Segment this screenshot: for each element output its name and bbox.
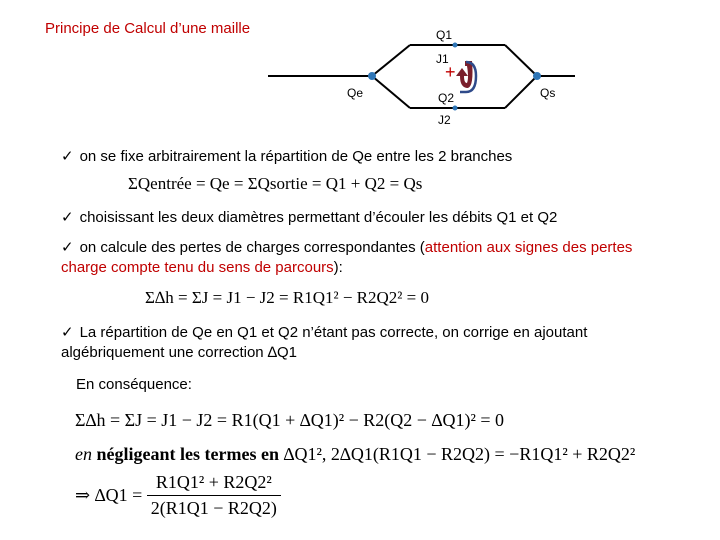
label-qs: Qs	[540, 86, 556, 100]
label-j2: J2	[438, 113, 451, 127]
branch-1-right	[505, 45, 537, 76]
bullet-3: ✓ on calcule des pertes de charges correspondantes (attention aux signes des pertes charge compte tenu du sens de parcours):	[61, 238, 633, 276]
bullet-2: ✓ choisissant les deux diamètres permettant d’écouler les débits Q1 et Q2	[61, 208, 558, 226]
check-icon: ✓	[61, 147, 74, 165]
warning-text: attention aux signes des pertes charge compte tenu du sens de parcours	[61, 239, 633, 276]
equation-head-loss: Σ∆h = ΣJ = J1 − J2 = R1Q1² − R2Q2² = 0	[145, 288, 429, 307]
equation-continuity: ΣQentrée = Qe = ΣQsortie = Q1 + Q2 = Qs	[128, 174, 423, 193]
plus-sign: +	[445, 62, 456, 82]
bullet-1: ✓ on se fixe arbitrairement la répartition de Qe entre les 2 branches	[61, 147, 513, 165]
node-left	[368, 72, 376, 80]
label-q1: Q1	[436, 28, 453, 42]
equation-correction: ⇒ ∆Q1 = $\frac{\text{R1Q1² + R2Q2²}}{2(R1Q1 - R2Q2)}$	[75, 472, 281, 519]
page-title: Principe de Calcul d’une maille	[45, 20, 251, 37]
node-top	[453, 43, 458, 48]
check-icon: ✓	[61, 238, 74, 256]
check-icon: ✓	[61, 323, 74, 341]
consequence-label: En conséquence:	[76, 376, 192, 393]
node-right	[533, 72, 541, 80]
correction-fraction: $\frac{\text{R1Q1² + R2Q2²}}{2(R1Q1 - R2Q2)}$	[147, 472, 281, 519]
branch-2-right	[505, 76, 537, 108]
mesh-diagram	[260, 28, 580, 133]
node-bottom	[453, 106, 458, 111]
branch-1-left	[372, 45, 410, 76]
branch-2-left	[372, 76, 410, 108]
label-j1: J1	[436, 52, 449, 66]
label-qe: Qe	[347, 86, 364, 100]
check-icon: ✓	[61, 208, 74, 226]
bullet-4: ✓ La répartition de Qe en Q1 et Q2 n’étant pas correcte, on corrige en ajoutant algébriquement une correction ∆Q1	[61, 323, 588, 361]
circulation-arrow-icon	[456, 61, 473, 88]
equation-neglecting: en négligeant les termes en ∆Q1², 2∆Q1(R1Q1 − R2Q2) = −R1Q1² + R2Q2²	[75, 444, 636, 464]
label-q2: Q2	[438, 91, 455, 105]
equation-corrected: Σ∆h = ΣJ = J1 − J2 = R1(Q1 + ∆Q1)² − R2(Q2 − ∆Q1)² = 0	[75, 410, 504, 430]
